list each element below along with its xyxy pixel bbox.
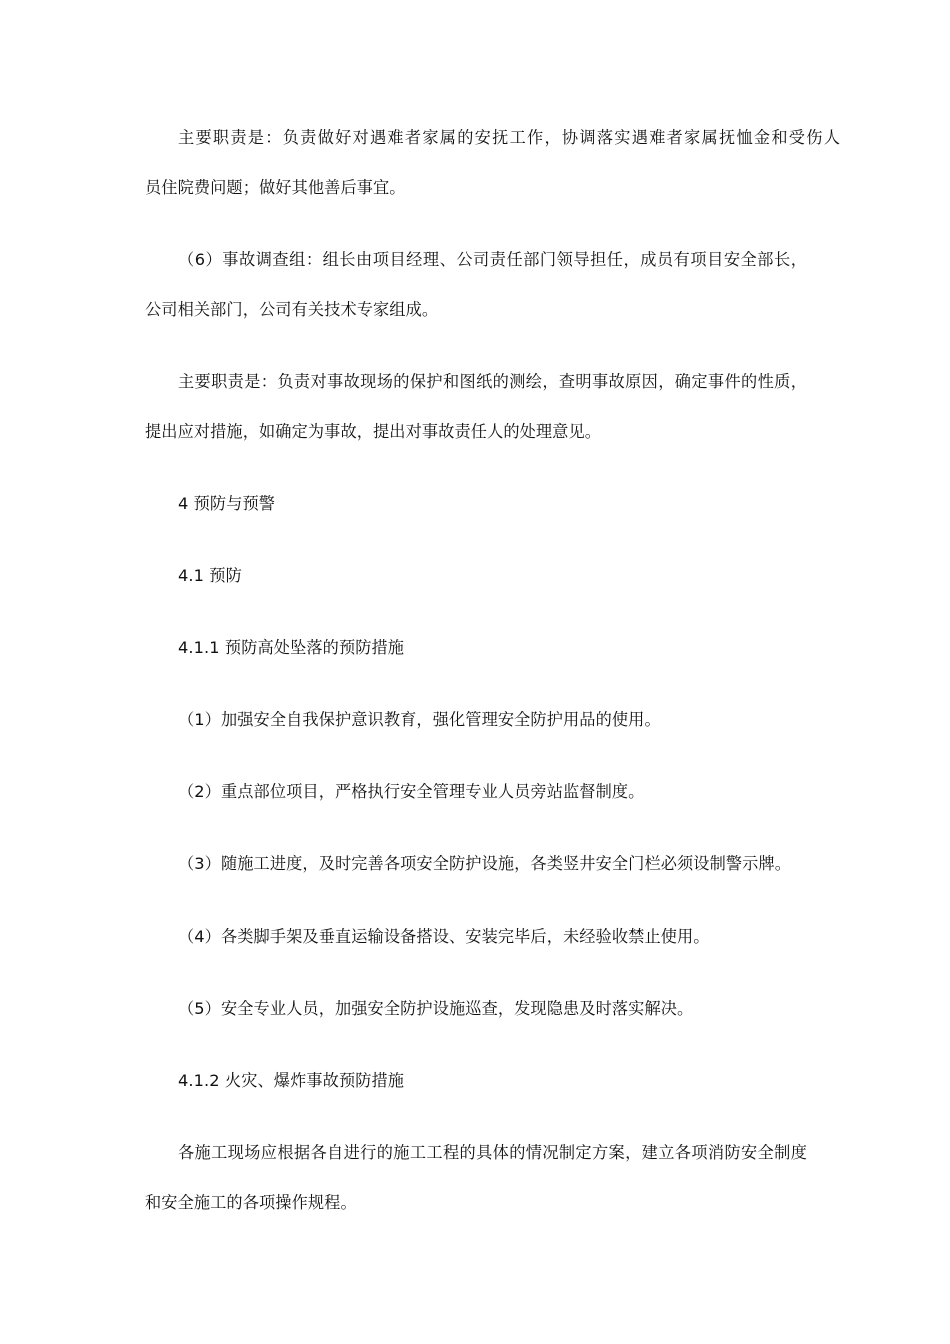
- list-item-1: （1）加强安全自我保护意识教育，强化管理安全防护用品的使用。: [178, 710, 661, 729]
- paragraph-investigation-group-line-2: 公司相关部门，公司有关技术专家组成。: [145, 300, 439, 319]
- list-item-5: （5）安全专业人员，加强安全防护设施巡查，发现隐患及时落实解决。: [178, 999, 694, 1018]
- paragraph-fire-prevention-line-2: 和安全施工的各项操作规程。: [145, 1193, 357, 1212]
- heading-section-4: 4 预防与预警: [178, 494, 276, 513]
- list-item-4: （4）各类脚手架及垂直运输设备搭设、安装完毕后，未经验收禁止使用。: [178, 927, 710, 946]
- paragraph-duties-2-line-1: 主要职责是：负责对事故现场的保护和图纸的测绘，查明事故原因，确定事件的性质，: [178, 372, 807, 391]
- heading-section-4-1-1: 4.1.1 预防高处坠落的预防措施: [178, 638, 405, 657]
- paragraph-duties-1-line-2: 员住院费问题；做好其他善后事宜。: [145, 178, 406, 197]
- list-item-2: （2）重点部位项目，严格执行安全管理专业人员旁站监督制度。: [178, 782, 645, 801]
- paragraph-fire-prevention-line-1: 各施工现场应根据各自进行的施工工程的具体的情况制定方案，建立各项消防安全制度: [178, 1143, 807, 1162]
- paragraph-investigation-group-line-1: （6）事故调查组：组长由项目经理、公司责任部门领导担任，成员有项目安全部长，: [178, 250, 807, 269]
- heading-section-4-1: 4.1 预防: [178, 566, 242, 585]
- heading-section-4-1-2: 4.1.2 火灾、爆炸事故预防措施: [178, 1071, 405, 1090]
- list-item-3: （3）随施工进度，及时完善各项安全防护设施，各类竖井安全门栏必须设制警示牌。: [178, 854, 792, 873]
- paragraph-duties-2-line-2: 提出应对措施，如确定为事故，提出对事故责任人的处理意见。: [145, 422, 602, 441]
- paragraph-duties-1-line-1: 主要职责是：负责做好对遇难者家属的安抚工作，协调落实遇难者家属抚恤金和受伤人: [178, 128, 840, 147]
